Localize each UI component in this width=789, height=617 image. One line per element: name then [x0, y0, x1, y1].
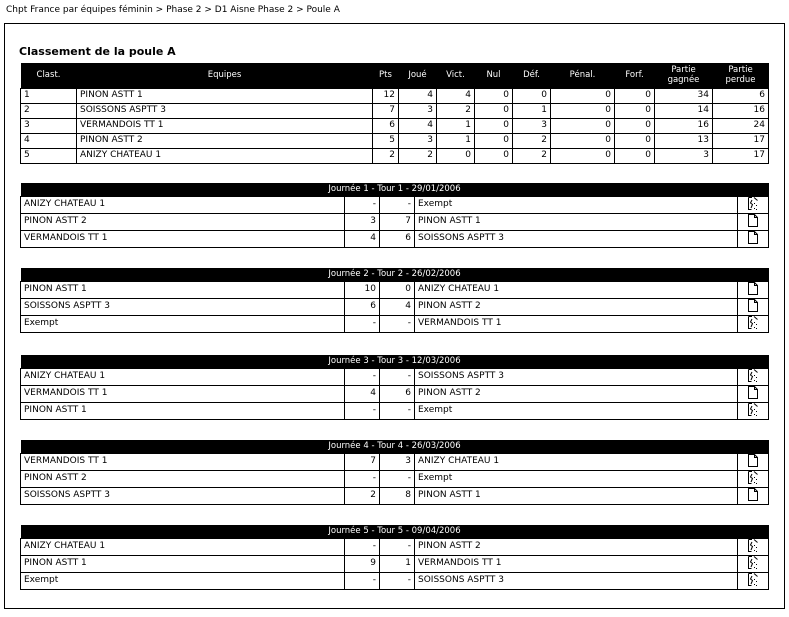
broken-document-icon[interactable]: [738, 538, 769, 555]
broken-document-icon[interactable]: [738, 402, 769, 419]
away-team[interactable]: Exempt: [415, 402, 738, 419]
broken-document-icon[interactable]: [738, 315, 769, 332]
match-row: [21, 572, 769, 589]
away-score: -: [380, 315, 415, 332]
away-score: -: [380, 196, 415, 213]
away-team[interactable]: SOISSONS ASPTT 3: [415, 230, 738, 247]
home-score: 4: [345, 230, 380, 247]
match-row: [21, 230, 769, 247]
home-score: 4: [345, 385, 380, 402]
away-team[interactable]: Exempt: [415, 470, 738, 487]
standings-row: [21, 148, 769, 163]
standings-cell: 0: [615, 148, 655, 163]
match-row: [21, 281, 769, 298]
away-team[interactable]: SOISSONS ASPTT 3: [415, 368, 738, 385]
away-team[interactable]: ANIZY CHATEAU 1: [415, 453, 738, 470]
match-row: [21, 213, 769, 230]
match-row: [21, 385, 769, 402]
standings-cell: 2: [373, 148, 399, 163]
away-score: 8: [380, 487, 415, 504]
standings-cell: 24: [713, 118, 769, 133]
home-score: 3: [345, 213, 380, 230]
standings-cell: 3: [513, 118, 551, 133]
home-team[interactable]: Exempt: [21, 572, 345, 589]
home-score: -: [345, 196, 380, 213]
breadcrumb[interactable]: Chpt France par équipes féminin > Phase 2 > D1 Aisne Phase 2 > Poule A: [6, 5, 340, 15]
standings-cell: 1: [21, 88, 77, 103]
standings-cell: 0: [551, 88, 615, 103]
standings-cell: 4: [399, 88, 437, 103]
round-table: [20, 525, 769, 590]
col-header-nul: Nul: [475, 63, 513, 88]
standings-cell: 4: [399, 118, 437, 133]
standings-cell: 2: [437, 103, 475, 118]
document-icon[interactable]: [738, 230, 769, 247]
standings-cell: 3: [21, 118, 77, 133]
home-score: 6: [345, 298, 380, 315]
standings-cell: 0: [475, 118, 513, 133]
col-header-def: Déf.: [513, 63, 551, 88]
standings-cell: 2: [21, 103, 77, 118]
standings-cell: 1: [513, 103, 551, 118]
standings-cell: 0: [615, 103, 655, 118]
standings-cell: 6: [373, 118, 399, 133]
standings-cell: 5: [373, 133, 399, 148]
standings-cell: 0: [551, 103, 615, 118]
round-header-row: [21, 440, 769, 453]
home-team[interactable]: SOISSONS ASPTT 3: [21, 298, 345, 315]
standings-cell: 0: [551, 133, 615, 148]
round-header-row: [21, 183, 769, 196]
standings-table: [20, 63, 769, 164]
standings-cell: 2: [513, 133, 551, 148]
standings-row: [21, 133, 769, 148]
standings-row: [21, 118, 769, 133]
match-row: [21, 487, 769, 504]
standings-cell: 34: [655, 88, 713, 103]
standings-cell: 0: [475, 88, 513, 103]
document-icon[interactable]: [738, 281, 769, 298]
col-header-partie-perdue: Partie perdue: [713, 63, 769, 88]
away-score: -: [380, 470, 415, 487]
round-table: [20, 440, 769, 505]
standings-cell: 0: [615, 133, 655, 148]
away-team[interactable]: ANIZY CHATEAU 1: [415, 281, 738, 298]
home-team[interactable]: ANIZY CHATEAU 1: [21, 368, 345, 385]
away-score: -: [380, 538, 415, 555]
standings-cell: 3: [399, 133, 437, 148]
away-score: -: [380, 368, 415, 385]
document-icon[interactable]: [738, 453, 769, 470]
standings-header-row: [21, 63, 769, 88]
match-row: [21, 470, 769, 487]
home-team[interactable]: VERMANDOIS TT 1: [21, 453, 345, 470]
home-team[interactable]: PINON ASTT 2: [21, 213, 345, 230]
home-team[interactable]: SOISSONS ASPTT 3: [21, 487, 345, 504]
standings-cell: 0: [615, 88, 655, 103]
team-name-link[interactable]: PINON ASTT 1: [77, 88, 373, 103]
standings-cell: 1: [437, 133, 475, 148]
team-name-link[interactable]: PINON ASTT 2: [77, 133, 373, 148]
home-score: -: [345, 538, 380, 555]
away-team[interactable]: Exempt: [415, 196, 738, 213]
away-score: 0: [380, 281, 415, 298]
home-team[interactable]: Exempt: [21, 315, 345, 332]
standings-cell: 13: [655, 133, 713, 148]
standings-cell: 17: [713, 148, 769, 163]
standings-cell: 0: [551, 148, 615, 163]
match-row: [21, 538, 769, 555]
document-icon[interactable]: [738, 385, 769, 402]
away-score: -: [380, 402, 415, 419]
away-score: 3: [380, 453, 415, 470]
away-team[interactable]: PINON ASTT 2: [415, 298, 738, 315]
col-header-equipes: Equipes: [77, 63, 373, 88]
away-score: -: [380, 572, 415, 589]
round-header: Journée 2 - Tour 2 - 26/02/2006: [21, 268, 769, 281]
col-header-pts: Pts: [373, 63, 399, 88]
home-team[interactable]: PINON ASTT 1: [21, 555, 345, 572]
home-score: -: [345, 315, 380, 332]
away-team[interactable]: PINON ASTT 1: [415, 487, 738, 504]
standings-cell: 6: [713, 88, 769, 103]
home-team[interactable]: PINON ASTT 2: [21, 470, 345, 487]
col-header-penal: Pénal.: [551, 63, 615, 88]
broken-document-icon[interactable]: [738, 555, 769, 572]
standings-cell: 4: [21, 133, 77, 148]
page-title: Classement de la poule A: [19, 45, 176, 58]
home-team[interactable]: ANIZY CHATEAU 1: [21, 538, 345, 555]
standings-cell: 4: [437, 88, 475, 103]
round-table: [20, 183, 769, 248]
home-score: 9: [345, 555, 380, 572]
standings-cell: 1: [437, 118, 475, 133]
match-row: [21, 196, 769, 213]
round-header: Journée 4 - Tour 4 - 26/03/2006: [21, 440, 769, 453]
round-header: Journée 3 - Tour 3 - 12/03/2006: [21, 355, 769, 368]
standings-cell: 3: [399, 103, 437, 118]
standings-cell: 2: [513, 148, 551, 163]
home-score: -: [345, 368, 380, 385]
standings-cell: 5: [21, 148, 77, 163]
document-icon[interactable]: [738, 298, 769, 315]
standings-cell: 14: [655, 103, 713, 118]
round-table: [20, 355, 769, 420]
standings-cell: 16: [655, 118, 713, 133]
broken-document-icon[interactable]: [738, 572, 769, 589]
home-team[interactable]: PINON ASTT 1: [21, 402, 345, 419]
team-name-link[interactable]: ANIZY CHATEAU 1: [77, 148, 373, 163]
match-row: [21, 315, 769, 332]
document-icon[interactable]: [738, 487, 769, 504]
home-score: 7: [345, 453, 380, 470]
away-score: 4: [380, 298, 415, 315]
standings-cell: 0: [475, 133, 513, 148]
match-row: [21, 368, 769, 385]
broken-document-icon[interactable]: [738, 196, 769, 213]
standings-cell: 16: [713, 103, 769, 118]
home-score: -: [345, 402, 380, 419]
team-name-link[interactable]: VERMANDOIS TT 1: [77, 118, 373, 133]
col-header-joue: Joué: [399, 63, 437, 88]
round-header: Journée 1 - Tour 1 - 29/01/2006: [21, 183, 769, 196]
col-header-forf: Forf.: [615, 63, 655, 88]
standings-cell: 0: [437, 148, 475, 163]
away-score: 7: [380, 213, 415, 230]
match-row: [21, 298, 769, 315]
match-row: [21, 402, 769, 419]
home-team[interactable]: ANIZY CHATEAU 1: [21, 196, 345, 213]
round-header-row: [21, 355, 769, 368]
home-score: 10: [345, 281, 380, 298]
standings-row: [21, 88, 769, 103]
broken-document-icon[interactable]: [738, 368, 769, 385]
home-score: -: [345, 572, 380, 589]
col-header-partie-gagnee: Partie gagnée: [655, 63, 713, 88]
match-row: [21, 453, 769, 470]
home-team[interactable]: VERMANDOIS TT 1: [21, 230, 345, 247]
home-score: -: [345, 470, 380, 487]
standings-cell: 2: [399, 148, 437, 163]
round-table: [20, 268, 769, 333]
standings-cell: 12: [373, 88, 399, 103]
document-icon[interactable]: [738, 213, 769, 230]
away-team[interactable]: VERMANDOIS TT 1: [415, 315, 738, 332]
home-team[interactable]: PINON ASTT 1: [21, 281, 345, 298]
broken-document-icon[interactable]: [738, 470, 769, 487]
away-score: 6: [380, 230, 415, 247]
standings-cell: 0: [513, 88, 551, 103]
away-team[interactable]: VERMANDOIS TT 1: [415, 555, 738, 572]
away-team[interactable]: PINON ASTT 2: [415, 385, 738, 402]
round-header: Journée 5 - Tour 5 - 09/04/2006: [21, 525, 769, 538]
standings-cell: 7: [373, 103, 399, 118]
standings-cell: 3: [655, 148, 713, 163]
away-team[interactable]: PINON ASTT 1: [415, 213, 738, 230]
away-team[interactable]: PINON ASTT 2: [415, 538, 738, 555]
away-team[interactable]: SOISSONS ASPTT 3: [415, 572, 738, 589]
col-header-vict: Vict.: [437, 63, 475, 88]
standings-cell: 0: [475, 148, 513, 163]
standings-cell: 0: [615, 118, 655, 133]
standings-row: [21, 103, 769, 118]
col-header-clast: Clast.: [21, 63, 77, 88]
match-row: [21, 555, 769, 572]
away-score: 1: [380, 555, 415, 572]
home-score: 2: [345, 487, 380, 504]
standings-cell: 0: [551, 118, 615, 133]
home-team[interactable]: VERMANDOIS TT 1: [21, 385, 345, 402]
team-name-link[interactable]: SOISSONS ASPTT 3: [77, 103, 373, 118]
standings-cell: 0: [475, 103, 513, 118]
away-score: 6: [380, 385, 415, 402]
round-header-row: [21, 525, 769, 538]
round-header-row: [21, 268, 769, 281]
standings-cell: 17: [713, 133, 769, 148]
